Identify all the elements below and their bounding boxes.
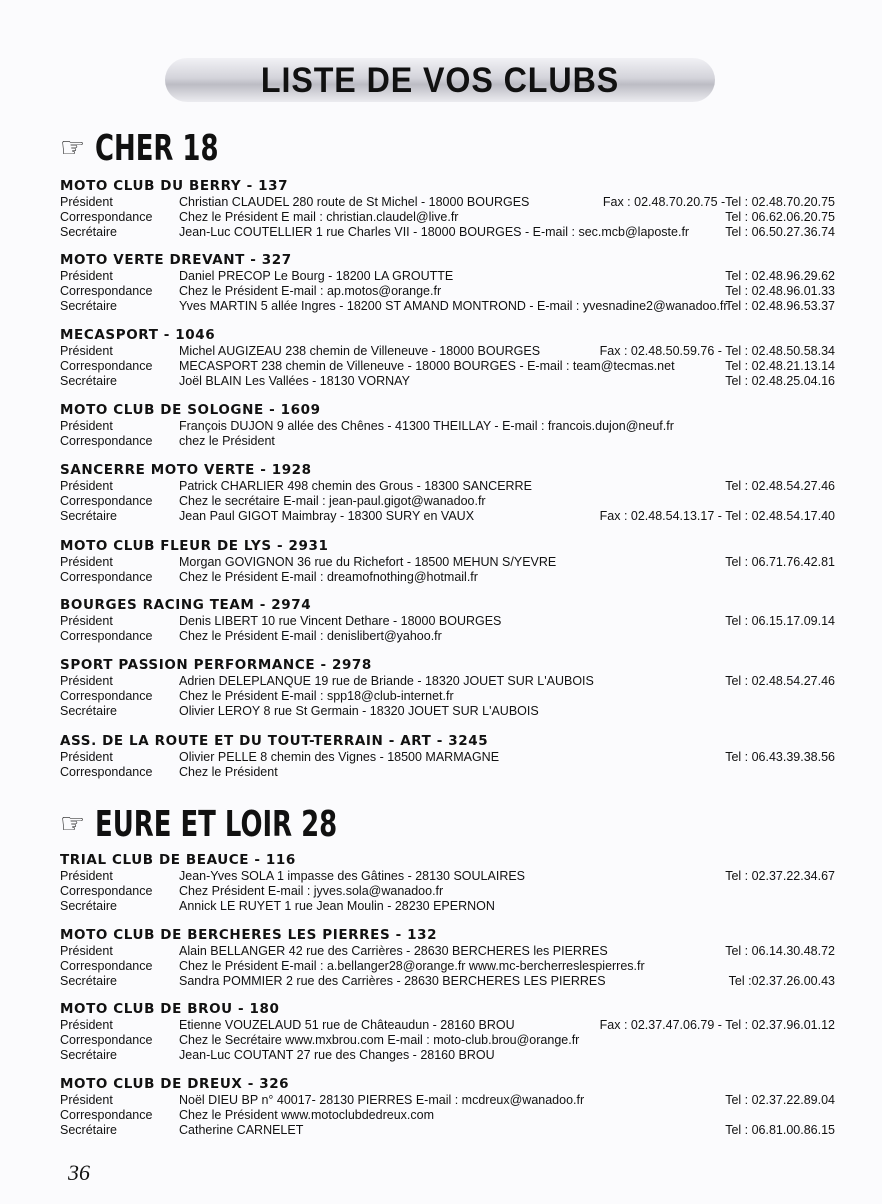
contact-row — [60, 374, 835, 389]
contact-phone: Tel : 06.71.76.42.81 — [725, 555, 835, 569]
contact-role: Secrétaire — [60, 974, 117, 988]
contact-row — [60, 974, 835, 989]
section-title: EURE ET LOIR 28 — [95, 803, 338, 845]
contact-info: Olivier LEROY 8 rue St Germain - 18320 JOUET SUR L'AUBOIS — [179, 704, 539, 718]
club-entry — [60, 1076, 835, 1138]
contact-row — [60, 765, 835, 780]
contact-phone: Tel : 02.37.22.34.67 — [725, 869, 835, 883]
contact-role: Président — [60, 1018, 113, 1032]
contact-role: Président — [60, 869, 113, 883]
contact-row — [60, 419, 835, 434]
contact-role: Correspondance — [60, 629, 153, 643]
contact-role: Correspondance — [60, 884, 153, 898]
club-entry — [60, 178, 835, 240]
section-heading — [60, 802, 431, 846]
contact-info: Chez le secrétaire E-mail : jean-paul.gigot@wanadoo.fr — [179, 494, 486, 508]
contact-role: Secrétaire — [60, 1048, 117, 1062]
contact-row — [60, 704, 835, 719]
club-name: MOTO CLUB DU BERRY - 137 — [60, 178, 289, 194]
contact-role: Président — [60, 195, 113, 209]
contact-row — [60, 629, 835, 644]
contact-info: Chez le Président E-mail : ap.motos@orange.fr — [179, 284, 442, 298]
contact-role: Correspondance — [60, 570, 153, 584]
club-entry — [60, 252, 835, 314]
contact-row — [60, 555, 835, 570]
contact-info: Alain BELLANGER 42 rue des Carrières - 28630 BERCHERES les PIERRES — [179, 944, 608, 958]
contact-info: Jean Paul GIGOT Maimbray - 18300 SURY en VAUX — [179, 509, 475, 523]
club-entry — [60, 852, 835, 914]
club-name: BOURGES RACING TEAM - 2974 — [60, 597, 312, 613]
contact-role: Président — [60, 944, 113, 958]
club-name: MOTO CLUB DE BROU - 180 — [60, 1001, 280, 1017]
club-entry — [60, 402, 835, 449]
contact-phone: Tel : 02.48.96.01.33 — [725, 284, 835, 298]
page-number: 36 — [68, 1160, 90, 1185]
club-entry — [60, 597, 835, 644]
contact-row — [60, 614, 835, 629]
contact-info: MECASPORT 238 chemin de Villeneuve - 18000 BOURGES - E-mail : team@tecmas.net — [179, 359, 675, 373]
contact-info: Chez le Président E-mail : denislibert@yahoo.fr — [179, 629, 442, 643]
contact-row — [60, 1018, 835, 1033]
contact-info: Chez le Secrétaire www.mxbrou.com E-mail : moto-club.brou@orange.fr — [179, 1033, 580, 1047]
contact-role: Secrétaire — [60, 1123, 117, 1137]
contact-row — [60, 899, 835, 914]
contact-phone: Tel : 06.14.30.48.72 — [725, 944, 835, 958]
contact-row — [60, 674, 835, 689]
club-entry — [60, 1001, 835, 1063]
contact-row — [60, 1123, 835, 1138]
contact-phone: Fax : 02.48.70.20.75 -Tel : 02.48.70.20.75 — [602, 195, 835, 209]
contact-info: Chez le Président E mail : christian.claudel@live.fr — [179, 210, 459, 224]
contact-role: Secrétaire — [60, 509, 117, 523]
contact-info: Chez le Président E-mail : a.bellanger28@orange.fr www.mc-bercherreslespierres.fr — [179, 959, 645, 973]
contact-info: Chez le Président E-mail : dreamofnothing@hotmail.fr — [179, 570, 478, 584]
contact-info: Chez Président E-mail : jyves.sola@wanadoo.fr — [179, 884, 444, 898]
contact-row — [60, 1108, 835, 1123]
contact-role: Secrétaire — [60, 374, 117, 388]
contact-info: Michel AUGIZEAU 238 chemin de Villeneuve - 18000 BOURGES — [179, 344, 541, 358]
contact-info: Morgan GOVIGNON 36 rue du Richefort - 18500 MEHUN S/YEVRE — [179, 555, 557, 569]
contact-info: Jean-Luc COUTELLIER 1 rue Charles VII - 18000 BOURGES - E-mail : sec.mcb@laposte.fr — [179, 225, 690, 239]
page-title: LISTE DE VOS CLUBS — [260, 61, 620, 100]
contact-info: Chez le Président www.motoclubdedreux.com — [179, 1108, 434, 1122]
contact-row — [60, 509, 835, 524]
contact-row — [60, 225, 835, 240]
contact-phone: Tel : 02.48.25.04.16 — [725, 374, 835, 388]
contact-info: Adrien DELEPLANQUE 19 rue de Briande - 18320 JOUET SUR L'AUBOIS — [179, 674, 594, 688]
contact-row — [60, 299, 835, 314]
contact-row — [60, 570, 835, 585]
club-name: MECASPORT - 1046 — [60, 327, 216, 343]
contact-role: Président — [60, 674, 113, 688]
contact-info: Denis LIBERT 10 rue Vincent Dethare - 18000 BOURGES — [179, 614, 502, 628]
contact-info: Etienne VOUZELAUD 51 rue de Châteaudun - 28160 BROU — [179, 1018, 515, 1032]
contact-phone: Tel : 02.48.21.13.14 — [725, 359, 835, 373]
contact-info: Annick LE RUYET 1 rue Jean Moulin - 28230 EPERNON — [179, 899, 495, 913]
club-entry — [60, 538, 835, 585]
contact-role: Secrétaire — [60, 704, 117, 718]
contact-info: Christian CLAUDEL 280 route de St Michel - 18000 BOURGES — [179, 195, 530, 209]
club-entry — [60, 733, 835, 780]
contact-phone: Tel : 06.43.39.38.56 — [725, 750, 835, 764]
club-entry — [60, 462, 835, 524]
contact-info: Jean-Yves SOLA 1 impasse des Gâtines - 28130 SOULAIRES — [179, 869, 526, 883]
club-name: TRIAL CLUB DE BEAUCE - 116 — [60, 852, 296, 868]
contact-row — [60, 269, 835, 284]
contact-role: Président — [60, 479, 113, 493]
contact-role: Secrétaire — [60, 899, 117, 913]
contact-info: Jean-Luc COUTANT 27 rue des Changes - 28160 BROU — [179, 1048, 495, 1062]
contact-row — [60, 689, 835, 704]
contact-phone: Fax : 02.48.50.59.76 - Tel : 02.48.50.58.34 — [599, 344, 835, 358]
club-name: SPORT PASSION PERFORMANCE - 2978 — [60, 657, 372, 673]
contact-role: Président — [60, 750, 113, 764]
contact-role: Correspondance — [60, 1033, 153, 1047]
contact-role: Président — [60, 1093, 113, 1107]
contact-info: Olivier PELLE 8 chemin des Vignes - 18500 MARMAGNE — [179, 750, 500, 764]
contact-row — [60, 359, 835, 374]
pointing-hand-icon: ☞ — [60, 807, 86, 840]
contact-row — [60, 1048, 835, 1063]
contact-phone: Tel : 06.81.00.86.15 — [725, 1123, 835, 1137]
contact-phone: Tel : 02.37.22.89.04 — [725, 1093, 835, 1107]
contact-phone: Tel : 06.50.27.36.74 — [725, 225, 835, 239]
contact-role: Président — [60, 614, 113, 628]
contact-role: Président — [60, 269, 113, 283]
contact-info: Yves MARTIN 5 allée Ingres - 18200 ST AMAND MONTROND - E-mail : yvesnadine2@wanadoo.fr — [179, 299, 728, 313]
contact-row — [60, 479, 835, 494]
contact-role: Président — [60, 344, 113, 358]
contact-info: Noël DIEU BP n° 40017- 28130 PIERRES E-mail : mcdreux@wanadoo.fr — [179, 1093, 585, 1107]
club-name: SANCERRE MOTO VERTE - 1928 — [60, 462, 312, 478]
contact-role: Correspondance — [60, 359, 153, 373]
contact-role: Correspondance — [60, 1108, 153, 1122]
contact-role: Président — [60, 419, 113, 433]
section-heading — [60, 126, 267, 170]
club-name: MOTO CLUB DE SOLOGNE - 1609 — [60, 402, 321, 418]
pointing-hand-icon: ☞ — [60, 131, 86, 164]
club-name: ASS. DE LA ROUTE ET DU TOUT-TERRAIN - ART - 3245 — [60, 733, 489, 749]
contact-row — [60, 884, 835, 899]
contact-info: Catherine CARNELET — [179, 1123, 304, 1137]
contact-phone: Tel : 06.15.17.09.14 — [725, 614, 835, 628]
club-name: MOTO VERTE DREVANT - 327 — [60, 252, 292, 268]
contact-row — [60, 284, 835, 299]
contact-row — [60, 750, 835, 765]
contact-phone: Tel :02.37.26.00.43 — [728, 974, 835, 988]
contact-row — [60, 944, 835, 959]
contact-row — [60, 210, 835, 225]
contact-role: Secrétaire — [60, 225, 117, 239]
contact-info: chez le Président — [179, 434, 275, 448]
contact-row — [60, 1093, 835, 1108]
contact-phone: Fax : 02.37.47.06.79 - Tel : 02.37.96.01.12 — [599, 1018, 835, 1032]
contact-row — [60, 1033, 835, 1048]
club-entry — [60, 657, 835, 719]
contact-role: Correspondance — [60, 284, 153, 298]
club-name: MOTO CLUB DE DREUX - 326 — [60, 1076, 290, 1092]
contact-role: Correspondance — [60, 434, 153, 448]
contact-info: François DUJON 9 allée des Chênes - 41300 THEILLAY - E-mail : francois.dujon@neuf.fr — [179, 419, 674, 433]
contact-row — [60, 494, 835, 509]
contact-info: Chez le Président E-mail : spp18@club-internet.fr — [179, 689, 454, 703]
contact-role: Correspondance — [60, 959, 153, 973]
section-title: CHER 18 — [95, 127, 219, 169]
club-name: MOTO CLUB FLEUR DE LYS - 2931 — [60, 538, 329, 554]
contact-role: Correspondance — [60, 210, 153, 224]
contact-role: Correspondance — [60, 494, 153, 508]
contact-role: Correspondance — [60, 765, 153, 779]
contact-phone: Tel : 06.62.06.20.75 — [725, 210, 835, 224]
contact-info: Sandra POMMIER 2 rue des Carrières - 28630 BERCHERES LES PIERRES — [179, 974, 606, 988]
club-entry — [60, 327, 835, 389]
contact-role: Secrétaire — [60, 299, 117, 313]
contact-row — [60, 195, 835, 210]
contact-info: Joël BLAIN Les Vallées - 18130 VORNAY — [179, 374, 410, 388]
contact-phone: Fax : 02.48.54.13.17 - Tel : 02.48.54.17.40 — [599, 509, 835, 523]
contact-row — [60, 434, 835, 449]
contact-row — [60, 344, 835, 359]
contact-phone: Tel : 02.48.96.29.62 — [725, 269, 835, 283]
contact-info: Daniel PRECOP Le Bourg - 18200 LA GROUTTE — [179, 269, 454, 283]
contact-role: Président — [60, 555, 113, 569]
contact-phone: Tel : 02.48.96.53.37 — [725, 299, 835, 313]
contact-row — [60, 869, 835, 884]
contact-role: Correspondance — [60, 689, 153, 703]
contact-phone: Tel : 02.48.54.27.46 — [725, 479, 835, 493]
club-name: MOTO CLUB DE BERCHERES LES PIERRES - 132 — [60, 927, 438, 943]
contact-info: Chez le Président — [179, 765, 278, 779]
contact-phone: Tel : 02.48.54.27.46 — [725, 674, 835, 688]
contact-info: Patrick CHARLIER 498 chemin des Grous - 18300 SANCERRE — [179, 479, 532, 493]
contact-row — [60, 959, 835, 974]
club-entry — [60, 927, 835, 989]
